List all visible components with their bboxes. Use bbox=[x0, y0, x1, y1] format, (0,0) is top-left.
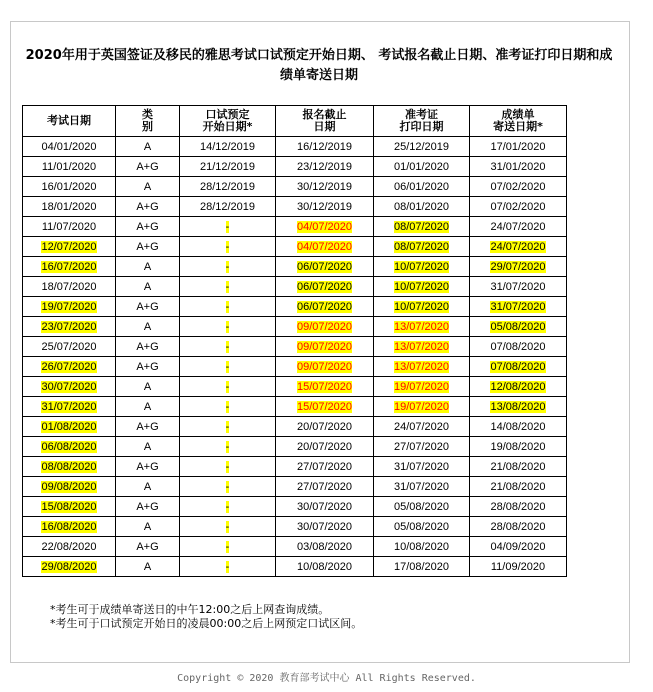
cell-text: A bbox=[143, 280, 152, 293]
cell-text: 10/07/2020 bbox=[393, 280, 450, 293]
cell-text: 07/02/2020 bbox=[490, 180, 546, 193]
table-row bbox=[23, 277, 567, 297]
cell-text: 05/08/2020 bbox=[490, 320, 546, 333]
footnote: *考生可于口试预定开始日的凌晨00:00之后上网预定口试区间。 bbox=[50, 617, 363, 630]
table-row bbox=[23, 197, 567, 217]
cell-text: 11/01/2020 bbox=[41, 160, 97, 173]
header-category: 类 别 bbox=[116, 106, 180, 137]
cell-registration-deadline bbox=[276, 397, 374, 417]
cell-category bbox=[116, 317, 180, 337]
table-row bbox=[23, 337, 567, 357]
cell-exam-date bbox=[23, 297, 116, 317]
cell-result-dispatch bbox=[470, 457, 567, 477]
cell-text: 07/02/2020 bbox=[490, 200, 546, 213]
cell-category bbox=[116, 177, 180, 197]
cell-speaking-start bbox=[180, 297, 276, 317]
table-row bbox=[23, 437, 567, 457]
cell-text: - bbox=[225, 340, 230, 353]
table-row bbox=[23, 397, 567, 417]
cell-text: 06/08/2020 bbox=[41, 440, 97, 453]
cell-registration-deadline bbox=[276, 477, 374, 497]
cell-admission-print bbox=[374, 317, 470, 337]
cell-text: 07/08/2020 bbox=[490, 340, 546, 353]
table-row bbox=[23, 377, 567, 397]
cell-speaking-start bbox=[180, 337, 276, 357]
cell-text: 07/08/2020 bbox=[490, 360, 546, 373]
table-row bbox=[23, 137, 567, 157]
cell-category bbox=[116, 337, 180, 357]
cell-text: 27/07/2020 bbox=[393, 440, 450, 453]
table-row bbox=[23, 557, 567, 577]
cell-registration-deadline bbox=[276, 457, 374, 477]
cell-text: 31/07/2020 bbox=[393, 480, 450, 493]
cell-text: 20/07/2020 bbox=[296, 440, 353, 453]
cell-text: A+G bbox=[136, 200, 159, 213]
cell-text: 19/07/2020 bbox=[41, 300, 97, 313]
cell-result-dispatch bbox=[470, 557, 567, 577]
cell-registration-deadline bbox=[276, 377, 374, 397]
cell-exam-date bbox=[23, 457, 116, 477]
cell-text: 16/12/2019 bbox=[296, 140, 353, 153]
table-row bbox=[23, 177, 567, 197]
cell-speaking-start bbox=[180, 157, 276, 177]
cell-admission-print bbox=[374, 417, 470, 437]
cell-exam-date bbox=[23, 497, 116, 517]
cell-speaking-start bbox=[180, 477, 276, 497]
cell-registration-deadline bbox=[276, 277, 374, 297]
cell-text: A bbox=[143, 480, 152, 493]
cell-category bbox=[116, 397, 180, 417]
cell-text: 04/09/2020 bbox=[490, 540, 546, 553]
cell-text: 06/07/2020 bbox=[296, 300, 353, 313]
cell-text: - bbox=[225, 440, 230, 453]
cell-text: A+G bbox=[136, 360, 159, 373]
cell-exam-date bbox=[23, 137, 116, 157]
cell-result-dispatch bbox=[470, 137, 567, 157]
cell-text: A+G bbox=[136, 240, 159, 253]
header-exam-date: 考试日期 bbox=[23, 106, 116, 137]
cell-category bbox=[116, 457, 180, 477]
cell-speaking-start bbox=[180, 517, 276, 537]
cell-text: 16/07/2020 bbox=[41, 260, 97, 273]
cell-text: 13/07/2020 bbox=[393, 360, 450, 373]
cell-text: 24/07/2020 bbox=[393, 420, 450, 433]
cell-text: 16/01/2020 bbox=[41, 180, 97, 193]
cell-text: 06/01/2020 bbox=[393, 180, 450, 193]
cell-speaking-start bbox=[180, 537, 276, 557]
cell-admission-print bbox=[374, 177, 470, 197]
cell-exam-date bbox=[23, 157, 116, 177]
cell-text: 24/07/2020 bbox=[490, 240, 546, 253]
cell-category bbox=[116, 137, 180, 157]
cell-category bbox=[116, 357, 180, 377]
cell-text: 25/12/2019 bbox=[393, 140, 450, 153]
cell-text: - bbox=[225, 560, 230, 573]
cell-admission-print bbox=[374, 277, 470, 297]
cell-admission-print bbox=[374, 257, 470, 277]
cell-text: 11/09/2020 bbox=[490, 560, 546, 573]
cell-text: 04/01/2020 bbox=[41, 140, 97, 153]
cell-exam-date bbox=[23, 197, 116, 217]
cell-text: 13/07/2020 bbox=[393, 320, 450, 333]
cell-result-dispatch bbox=[470, 157, 567, 177]
cell-registration-deadline bbox=[276, 437, 374, 457]
cell-speaking-start bbox=[180, 357, 276, 377]
cell-admission-print bbox=[374, 517, 470, 537]
cell-category bbox=[116, 517, 180, 537]
cell-exam-date bbox=[23, 337, 116, 357]
cell-result-dispatch bbox=[470, 217, 567, 237]
cell-text: A bbox=[143, 320, 152, 333]
cell-text: 08/01/2020 bbox=[393, 200, 450, 213]
cell-text: 01/08/2020 bbox=[41, 420, 97, 433]
cell-speaking-start bbox=[180, 437, 276, 457]
cell-speaking-start bbox=[180, 497, 276, 517]
cell-admission-print bbox=[374, 157, 470, 177]
cell-registration-deadline bbox=[276, 137, 374, 157]
cell-category bbox=[116, 257, 180, 277]
cell-text: - bbox=[225, 540, 230, 553]
cell-text: A+G bbox=[136, 340, 159, 353]
cell-text: A+G bbox=[136, 300, 159, 313]
cell-text: A+G bbox=[136, 460, 159, 473]
page-title: 2020年用于英国签证及移民的雅思考试口试预定开始日期、 考试报名截止日期、准考证打印日期和成绩单寄送日期 bbox=[25, 48, 613, 83]
cell-speaking-start bbox=[180, 137, 276, 157]
cell-text: 28/12/2019 bbox=[199, 180, 256, 193]
cell-speaking-start bbox=[180, 397, 276, 417]
cell-admission-print bbox=[374, 337, 470, 357]
cell-text: A+G bbox=[136, 500, 159, 513]
cell-text: - bbox=[225, 400, 230, 413]
cell-registration-deadline bbox=[276, 157, 374, 177]
cell-result-dispatch bbox=[470, 437, 567, 457]
cell-text: 19/07/2020 bbox=[393, 380, 450, 393]
header-registration-deadline: 报名截止 日期 bbox=[276, 106, 374, 137]
cell-text: 08/07/2020 bbox=[393, 240, 450, 253]
table-row bbox=[23, 497, 567, 517]
cell-text: 03/08/2020 bbox=[296, 540, 353, 553]
cell-text: 30/07/2020 bbox=[296, 520, 353, 533]
cell-text: 05/08/2020 bbox=[393, 500, 450, 513]
cell-result-dispatch bbox=[470, 397, 567, 417]
cell-exam-date bbox=[23, 237, 116, 257]
table-row bbox=[23, 417, 567, 437]
cell-speaking-start bbox=[180, 177, 276, 197]
footnote: *考生可于成绩单寄送日的中午12:00之后上网查询成绩。 bbox=[50, 603, 330, 616]
table-row bbox=[23, 317, 567, 337]
cell-text: 19/07/2020 bbox=[393, 400, 450, 413]
cell-text: 30/12/2019 bbox=[296, 180, 353, 193]
cell-speaking-start bbox=[180, 317, 276, 337]
cell-text: 18/07/2020 bbox=[41, 280, 97, 293]
cell-admission-print bbox=[374, 357, 470, 377]
cell-speaking-start bbox=[180, 197, 276, 217]
cell-category bbox=[116, 297, 180, 317]
cell-text: 15/07/2020 bbox=[296, 400, 353, 413]
table-row bbox=[23, 537, 567, 557]
cell-text: 08/07/2020 bbox=[393, 220, 450, 233]
cell-text: 06/07/2020 bbox=[296, 260, 353, 273]
cell-text: 29/08/2020 bbox=[41, 560, 97, 573]
cell-text: 21/12/2019 bbox=[199, 160, 256, 173]
cell-admission-print bbox=[374, 237, 470, 257]
cell-text: 16/08/2020 bbox=[41, 520, 97, 533]
cell-text: 31/07/2020 bbox=[490, 300, 546, 313]
cell-text: - bbox=[225, 220, 230, 233]
table-row bbox=[23, 297, 567, 317]
cell-text: 09/07/2020 bbox=[296, 320, 353, 333]
cell-registration-deadline bbox=[276, 357, 374, 377]
cell-text: A bbox=[143, 380, 152, 393]
cell-text: 31/07/2020 bbox=[393, 460, 450, 473]
cell-admission-print bbox=[374, 197, 470, 217]
cell-text: A+G bbox=[136, 420, 159, 433]
cell-result-dispatch bbox=[470, 197, 567, 217]
table-row bbox=[23, 157, 567, 177]
cell-speaking-start bbox=[180, 277, 276, 297]
cell-text: A+G bbox=[136, 540, 159, 553]
cell-text: A bbox=[143, 560, 152, 573]
cell-text: A bbox=[143, 440, 152, 453]
cell-admission-print bbox=[374, 457, 470, 477]
cell-text: - bbox=[225, 300, 230, 313]
cell-text: 28/08/2020 bbox=[490, 500, 546, 513]
cell-text: 06/07/2020 bbox=[296, 280, 353, 293]
cell-speaking-start bbox=[180, 417, 276, 437]
table-row bbox=[23, 457, 567, 477]
cell-registration-deadline bbox=[276, 177, 374, 197]
cell-admission-print bbox=[374, 557, 470, 577]
cell-text: - bbox=[225, 460, 230, 473]
cell-text: 31/07/2020 bbox=[490, 280, 546, 293]
cell-text: 17/01/2020 bbox=[490, 140, 546, 153]
cell-exam-date bbox=[23, 257, 116, 277]
cell-text: 10/07/2020 bbox=[393, 260, 450, 273]
cell-admission-print bbox=[374, 397, 470, 417]
cell-text: 24/07/2020 bbox=[490, 220, 546, 233]
cell-category bbox=[116, 497, 180, 517]
cell-result-dispatch bbox=[470, 317, 567, 337]
cell-text: 14/12/2019 bbox=[199, 140, 256, 153]
cell-admission-print bbox=[374, 297, 470, 317]
cell-exam-date bbox=[23, 477, 116, 497]
cell-registration-deadline bbox=[276, 237, 374, 257]
cell-exam-date bbox=[23, 417, 116, 437]
cell-text: - bbox=[225, 240, 230, 253]
cell-text: A bbox=[143, 520, 152, 533]
cell-category bbox=[116, 197, 180, 217]
cell-text: 28/12/2019 bbox=[199, 200, 256, 213]
cell-category bbox=[116, 437, 180, 457]
cell-text: 23/07/2020 bbox=[41, 320, 97, 333]
cell-category bbox=[116, 477, 180, 497]
cell-admission-print bbox=[374, 497, 470, 517]
cell-text: 10/07/2020 bbox=[393, 300, 450, 313]
cell-category bbox=[116, 377, 180, 397]
cell-result-dispatch bbox=[470, 377, 567, 397]
cell-admission-print bbox=[374, 477, 470, 497]
cell-registration-deadline bbox=[276, 197, 374, 217]
cell-speaking-start bbox=[180, 257, 276, 277]
cell-text: - bbox=[225, 360, 230, 373]
cell-text: 31/01/2020 bbox=[490, 160, 546, 173]
schedule-table bbox=[22, 105, 567, 577]
cell-result-dispatch bbox=[470, 477, 567, 497]
table-row bbox=[23, 257, 567, 277]
cell-exam-date bbox=[23, 377, 116, 397]
cell-speaking-start bbox=[180, 217, 276, 237]
cell-exam-date bbox=[23, 177, 116, 197]
cell-text: A+G bbox=[136, 220, 159, 233]
cell-text: 31/07/2020 bbox=[41, 400, 97, 413]
cell-text: 13/07/2020 bbox=[393, 340, 450, 353]
cell-text: 25/07/2020 bbox=[41, 340, 97, 353]
footnotes bbox=[50, 603, 362, 631]
cell-result-dispatch bbox=[470, 177, 567, 197]
cell-text: 08/08/2020 bbox=[41, 460, 97, 473]
cell-text: 21/08/2020 bbox=[490, 480, 546, 493]
cell-text: - bbox=[225, 420, 230, 433]
cell-exam-date bbox=[23, 397, 116, 417]
cell-registration-deadline bbox=[276, 297, 374, 317]
cell-text: - bbox=[225, 380, 230, 393]
cell-admission-print bbox=[374, 377, 470, 397]
cell-text: 18/01/2020 bbox=[41, 200, 97, 213]
copyright: Copyright © 2020 教育部考试中心 All Rights Reserved. bbox=[177, 673, 476, 684]
cell-admission-print bbox=[374, 537, 470, 557]
cell-result-dispatch bbox=[470, 417, 567, 437]
cell-text: - bbox=[225, 520, 230, 533]
cell-speaking-start bbox=[180, 237, 276, 257]
cell-text: 01/01/2020 bbox=[393, 160, 450, 173]
cell-text: 23/12/2019 bbox=[296, 160, 353, 173]
cell-text: 05/08/2020 bbox=[393, 520, 450, 533]
cell-text: 09/08/2020 bbox=[41, 480, 97, 493]
cell-registration-deadline bbox=[276, 317, 374, 337]
cell-result-dispatch bbox=[470, 257, 567, 277]
cell-text: A bbox=[143, 180, 152, 193]
cell-speaking-start bbox=[180, 377, 276, 397]
cell-text: 30/07/2020 bbox=[41, 380, 97, 393]
cell-exam-date bbox=[23, 517, 116, 537]
cell-category bbox=[116, 217, 180, 237]
cell-category bbox=[116, 537, 180, 557]
cell-result-dispatch bbox=[470, 357, 567, 377]
table-row bbox=[23, 477, 567, 497]
cell-text: - bbox=[225, 500, 230, 513]
table-row bbox=[23, 217, 567, 237]
header-speaking-start: 口试预定 开始日期* bbox=[180, 106, 276, 137]
cell-text: 15/08/2020 bbox=[41, 500, 97, 513]
cell-text: 19/08/2020 bbox=[490, 440, 546, 453]
cell-registration-deadline bbox=[276, 557, 374, 577]
cell-text: 29/07/2020 bbox=[490, 260, 546, 273]
cell-category bbox=[116, 237, 180, 257]
cell-text: - bbox=[225, 280, 230, 293]
cell-result-dispatch bbox=[470, 337, 567, 357]
cell-registration-deadline bbox=[276, 417, 374, 437]
cell-text: 27/07/2020 bbox=[296, 460, 353, 473]
cell-speaking-start bbox=[180, 557, 276, 577]
cell-text: - bbox=[225, 480, 230, 493]
table-row bbox=[23, 237, 567, 257]
cell-text: 22/08/2020 bbox=[41, 540, 97, 553]
cell-text: - bbox=[225, 320, 230, 333]
cell-exam-date bbox=[23, 437, 116, 457]
cell-admission-print bbox=[374, 217, 470, 237]
cell-registration-deadline bbox=[276, 537, 374, 557]
cell-text: 20/07/2020 bbox=[296, 420, 353, 433]
cell-text: A bbox=[143, 400, 152, 413]
cell-result-dispatch bbox=[470, 237, 567, 257]
table-row bbox=[23, 357, 567, 377]
cell-result-dispatch bbox=[470, 297, 567, 317]
cell-text: A bbox=[143, 260, 152, 273]
cell-text: 17/08/2020 bbox=[393, 560, 450, 573]
cell-exam-date bbox=[23, 357, 116, 377]
cell-exam-date bbox=[23, 557, 116, 577]
cell-category bbox=[116, 157, 180, 177]
cell-result-dispatch bbox=[470, 277, 567, 297]
cell-registration-deadline bbox=[276, 217, 374, 237]
cell-text: 09/07/2020 bbox=[296, 360, 353, 373]
cell-text: 12/07/2020 bbox=[41, 240, 97, 253]
cell-text: 30/07/2020 bbox=[296, 500, 353, 513]
cell-admission-print bbox=[374, 137, 470, 157]
cell-text: 04/07/2020 bbox=[296, 240, 353, 253]
cell-text: 09/07/2020 bbox=[296, 340, 353, 353]
cell-result-dispatch bbox=[470, 537, 567, 557]
cell-result-dispatch bbox=[470, 517, 567, 537]
cell-text: 10/08/2020 bbox=[296, 560, 353, 573]
cell-registration-deadline bbox=[276, 517, 374, 537]
table-header-row bbox=[23, 106, 567, 137]
cell-exam-date bbox=[23, 277, 116, 297]
cell-exam-date bbox=[23, 317, 116, 337]
cell-registration-deadline bbox=[276, 497, 374, 517]
cell-text: 12/08/2020 bbox=[490, 380, 546, 393]
cell-text: A+G bbox=[136, 160, 159, 173]
cell-exam-date bbox=[23, 537, 116, 557]
cell-text: 27/07/2020 bbox=[296, 480, 353, 493]
cell-text: 14/08/2020 bbox=[490, 420, 546, 433]
cell-registration-deadline bbox=[276, 257, 374, 277]
cell-text: A bbox=[143, 140, 152, 153]
header-admission-print: 准考证 打印日期 bbox=[374, 106, 470, 137]
cell-exam-date bbox=[23, 217, 116, 237]
cell-admission-print bbox=[374, 437, 470, 457]
cell-text: 10/08/2020 bbox=[393, 540, 450, 553]
cell-result-dispatch bbox=[470, 497, 567, 517]
cell-text: 28/08/2020 bbox=[490, 520, 546, 533]
cell-speaking-start bbox=[180, 457, 276, 477]
cell-text: 30/12/2019 bbox=[296, 200, 353, 213]
cell-category bbox=[116, 417, 180, 437]
cell-category bbox=[116, 557, 180, 577]
header-result-dispatch: 成绩单 寄送日期* bbox=[470, 106, 567, 137]
cell-text: 13/08/2020 bbox=[490, 400, 546, 413]
table-row bbox=[23, 517, 567, 537]
cell-text: 04/07/2020 bbox=[296, 220, 353, 233]
cell-text: 21/08/2020 bbox=[490, 460, 546, 473]
cell-text: 11/07/2020 bbox=[41, 220, 97, 233]
cell-category bbox=[116, 277, 180, 297]
cell-text: 15/07/2020 bbox=[296, 380, 353, 393]
cell-text: 26/07/2020 bbox=[41, 360, 97, 373]
cell-registration-deadline bbox=[276, 337, 374, 357]
cell-text: - bbox=[225, 260, 230, 273]
